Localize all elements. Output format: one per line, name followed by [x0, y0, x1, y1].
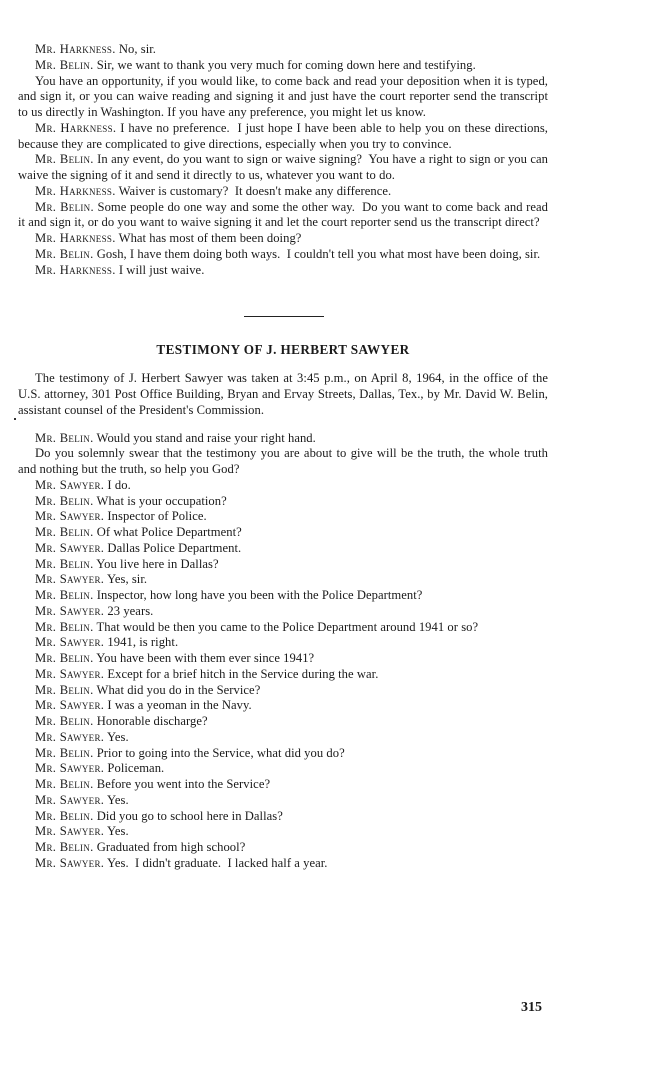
speaker-name: Mr. Sawyer. [35, 603, 105, 618]
speech-text: Did you go to school here in Dallas? [93, 808, 283, 823]
speaker-name: Mr. Belin. [35, 152, 94, 167]
speaker-name: Mr. Sawyer. [35, 824, 105, 839]
transcript-paragraph [18, 73, 552, 121]
transcript-paragraph [18, 635, 548, 651]
section-gap [18, 419, 548, 431]
transcript-paragraph [18, 58, 548, 74]
speaker-name: Mr. Belin. [35, 840, 94, 854]
speech-text: 1941, is right. [104, 635, 179, 650]
speech-text: Would you stand and raise your right hand. [93, 430, 316, 445]
transcript-paragraph [18, 494, 548, 510]
transcript-paragraph [18, 824, 548, 840]
speech-text: Gosh, I have them doing both ways. I couldn't tell you what most have been doing, sir. [93, 246, 541, 261]
speaker-name: Mr. Sawyer. [35, 509, 105, 524]
speaker-name: Mr. Harkness. [35, 262, 116, 277]
speaker-name: Mr. Belin. [35, 556, 94, 571]
testimony-intro: The testimony of J. Herbert Sawyer was taken at 3:45 p.m., on April 8, 1964, in the office of the U.S. attorney, 301 Post Office Building, Bryan and Ervay Streets, Dallas, Tex., by Mr. David W. Belin, assistant counsel of the President's Commission. [18, 371, 548, 417]
speaker-name: Mr. Sawyer. [35, 698, 105, 713]
previous-testimony-end [18, 42, 552, 278]
transcript-paragraph [18, 840, 548, 856]
speaker-name: Mr. Harkness. [35, 120, 117, 135]
speaker-name: Mr. Belin. [35, 246, 94, 261]
speaker-name: Mr. Belin. [35, 525, 94, 539]
speaker-name: Mr. Belin. [35, 714, 94, 728]
transcript-paragraph [18, 446, 552, 478]
speech-text: In any event, do you want to sign or waive signing? You have a right to sign or you can waive the signing of it and send it directly to us, whatever you want to do. [18, 152, 552, 182]
transcript-paragraph [18, 856, 548, 872]
transcript-paragraph [18, 541, 548, 557]
transcript-paragraph [18, 263, 548, 279]
speech-text: Policeman. [104, 761, 165, 776]
speech-text: Inspector, how long have you been with the Police Department? [93, 588, 423, 602]
speech-text: I do. [104, 477, 131, 492]
speaker-name: Mr. Sawyer. [35, 761, 105, 776]
speaker-name: Mr. Sawyer. [35, 635, 105, 650]
transcript-paragraph [18, 431, 548, 447]
speaker-name: Mr. Sawyer. [35, 572, 105, 587]
transcript-paragraph [18, 231, 548, 247]
speech-text: I have no preference. I just hope I have been able to help you on these directions, because they are complicated to give directions, especially when you try to convince. [18, 120, 552, 151]
speaker-name: Mr. Harkness. [35, 183, 116, 198]
speaker-name: Mr. Belin. [35, 199, 94, 214]
transcript-paragraph [18, 651, 548, 667]
speaker-name: Mr. Harkness. [35, 42, 116, 56]
speaker-name: Mr. Belin. [35, 651, 94, 665]
speaker-name: Mr. Belin. [35, 808, 94, 823]
transcript-paragraph [18, 525, 548, 541]
speech-text: Graduated from high school? [93, 840, 246, 854]
transcript-paragraph [18, 620, 548, 636]
transcript-paragraph [18, 604, 548, 620]
speech-text: Yes. I didn't graduate. I lacked half a year. [104, 855, 328, 870]
speaker-name: Mr. Sawyer. [35, 855, 105, 870]
transcript-paragraph [18, 793, 548, 809]
speech-text: Some people do one way and some the other way. Do you want to come back and read it and sign it, or do you want to waive signing it and let the court reporter send us the transcript direct? [18, 199, 552, 230]
speaker-name: Mr. Belin. [35, 777, 94, 791]
speech-text: I was a yeoman in the Navy. [104, 698, 252, 713]
transcript-paragraph [18, 247, 548, 263]
speaker-name: Mr. Belin. [35, 493, 94, 508]
speech-text: Before you went into the Service? [93, 777, 271, 791]
transcript-paragraph [18, 730, 548, 746]
section-gap [18, 278, 548, 316]
speaker-name: Mr. Sawyer. [35, 729, 105, 744]
transcript-paragraph [18, 199, 552, 232]
speaker-name: Mr. Harkness. [35, 231, 116, 245]
transcript-paragraph [18, 42, 548, 58]
transcript-paragraph [18, 184, 548, 200]
speech-text: Of what Police Department? [93, 525, 242, 539]
speech-text: You live here in Dallas? [93, 556, 219, 571]
speech-text: Yes. [104, 729, 129, 744]
speech-text: Do you solemnly swear that the testimony you are about to give will be the truth, the whole truth and nothing but the truth, so help you God? [18, 446, 552, 476]
speaker-name: Mr. Sawyer. [35, 540, 105, 555]
speech-text: I will just waive. [115, 262, 205, 277]
transcript-paragraph [18, 698, 548, 714]
speaker-name: Mr. Sawyer. [35, 792, 105, 807]
speaker-name: Mr. Sawyer. [35, 477, 105, 492]
speaker-name: Mr. Sawyer. [35, 666, 105, 681]
transcript-paragraph [18, 120, 552, 153]
transcript-paragraph [18, 478, 548, 494]
speech-text: Yes, sir. [104, 572, 148, 587]
document-page [18, 42, 552, 872]
speech-text: Dallas Police Department. [104, 540, 242, 555]
transcript-paragraph [18, 777, 548, 793]
speech-text: Sir, we want to thank you very much for coming down here and testifying. [93, 57, 476, 72]
speech-text: Honorable discharge? [93, 714, 208, 728]
transcript-paragraph [18, 557, 548, 573]
speaker-name: Mr. Belin. [35, 57, 94, 72]
transcript-paragraph [18, 714, 548, 730]
speech-text: Inspector of Police. [104, 509, 207, 524]
speech-text: What did you do in the Service? [93, 682, 261, 697]
sawyer-testimony [18, 430, 552, 872]
speaker-name: Mr. Belin. [35, 682, 94, 697]
speech-text: You have been with them ever since 1941? [93, 651, 315, 665]
section-divider-rule [244, 316, 324, 317]
speech-text: Yes. [104, 824, 129, 839]
speaker-name: Mr. Belin. [35, 745, 94, 760]
speech-text: That would be then you came to the Police Department around 1941 or so? [93, 619, 479, 634]
transcript-paragraph [18, 667, 548, 683]
speaker-name: Mr. Belin. [35, 619, 94, 634]
scan-speck [14, 418, 16, 420]
speech-text: What has most of them been doing? [115, 231, 302, 245]
speech-text: What is your occupation? [93, 493, 227, 508]
speech-text: Except for a brief hitch in the Service during the war. [104, 666, 379, 681]
transcript-paragraph [18, 152, 552, 184]
transcript-paragraph [18, 588, 548, 604]
transcript-paragraph [18, 761, 548, 777]
transcript-paragraph [18, 509, 548, 525]
transcript-paragraph [18, 572, 548, 588]
speech-text: You have an opportunity, if you would like, to come back and read your deposition when it is typed, and sign it, or you can waive reading and signing it and just have the court reporter send the transcript to us directly in Washington. If you have any preference, you might let us know. [18, 73, 552, 119]
transcript-paragraph [18, 746, 548, 762]
speaker-name: Mr. Belin. [35, 430, 94, 445]
speech-text: Waiver is customary? It doesn't make any difference. [115, 183, 392, 198]
speaker-name: Mr. Belin. [35, 588, 94, 602]
speech-text: No, sir. [115, 42, 156, 56]
testimony-heading: TESTIMONY OF J. HERBERT SAWYER [156, 342, 410, 358]
speech-text: Prior to going into the Service, what did you do? [93, 745, 345, 760]
transcript-paragraph [18, 683, 548, 699]
speech-text: Yes. [104, 792, 129, 807]
speech-text: 23 years. [104, 603, 154, 618]
page-number: 315 [521, 1000, 542, 1015]
transcript-paragraph [18, 809, 548, 825]
